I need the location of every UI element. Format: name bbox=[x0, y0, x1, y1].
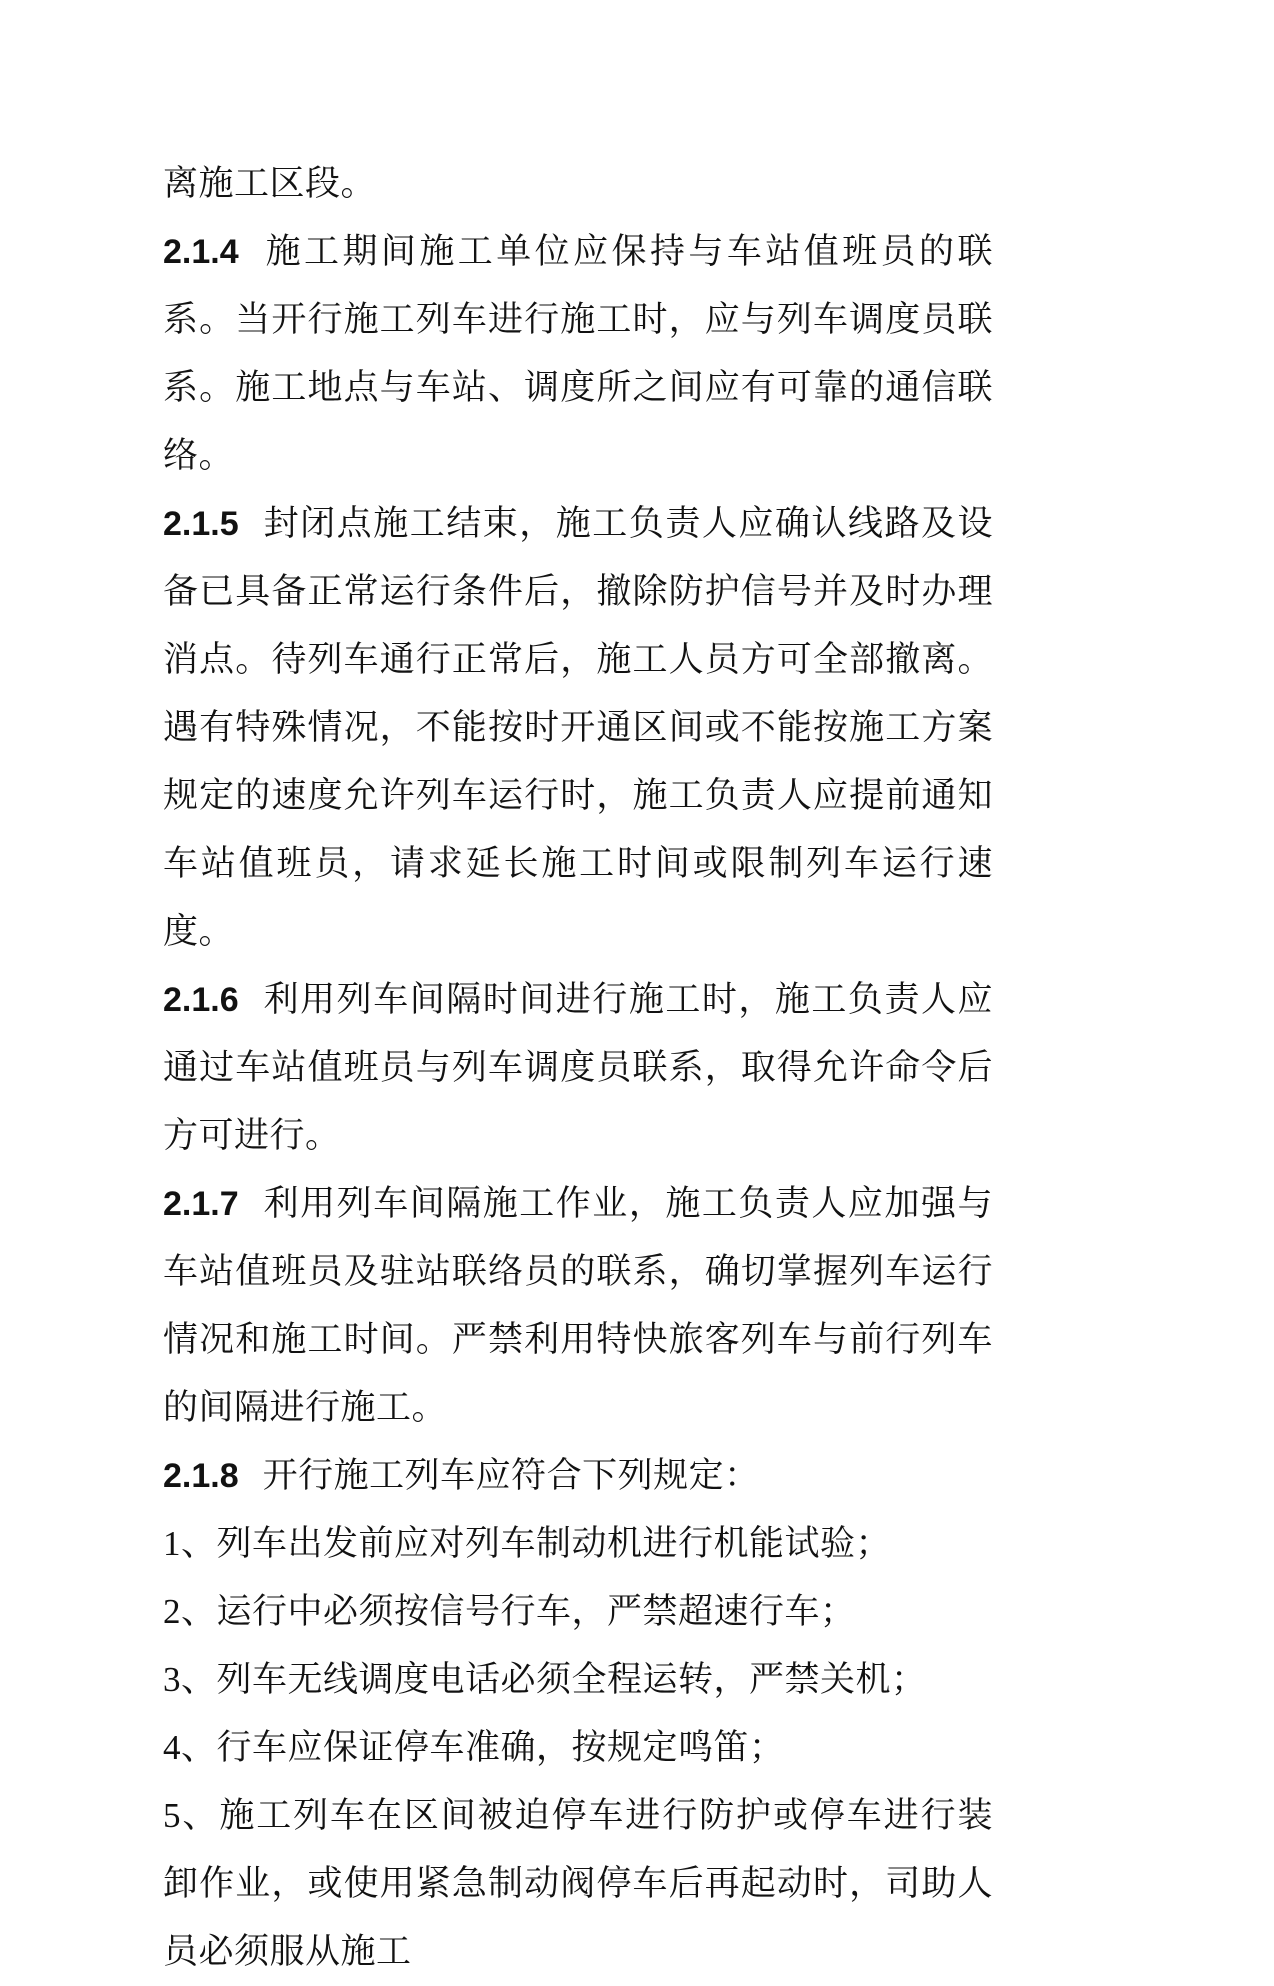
section-number-2-1-4: 2.1.4 bbox=[163, 233, 239, 271]
section-number-2-1-8: 2.1.8 bbox=[163, 1457, 239, 1495]
section-2-1-8 bbox=[163, 1442, 993, 1510]
list-item-5: 5、施工列车在区间被迫停车进行防护或停车进行装卸作业，或使用紧急制动阀停车后再起动时，司助人员必须服从施工 bbox=[163, 1796, 993, 1971]
list-item-4: 4、行车应保证停车准确，按规定鸣笛； bbox=[163, 1728, 785, 1767]
document-text-block bbox=[163, 150, 993, 1986]
section-number-2-1-6: 2.1.6 bbox=[163, 981, 239, 1019]
section-2-1-7 bbox=[163, 1170, 993, 1442]
section-text-2-1-6: 利用列车间隔时间进行施工时，施工负责人应通过车站值班员与列车调度员联系，取得允许命令后方可进行。 bbox=[163, 980, 993, 1155]
paragraph-continuation: 离施工区段。 bbox=[163, 164, 377, 203]
section-number-2-1-5: 2.1.5 bbox=[163, 505, 239, 543]
section-text-2-1-7: 利用列车间隔施工作业，施工负责人应加强与车站值班员及驻站联络员的联系，确切掌握列车运行情况和施工时间。严禁利用特快旅客列车与前行列车的间隔进行施工。 bbox=[163, 1184, 993, 1427]
list-item-2: 2、运行中必须按信号行车，严禁超速行车； bbox=[163, 1592, 856, 1631]
section-number-2-1-7: 2.1.7 bbox=[163, 1185, 239, 1223]
section-text-2-1-4: 施工期间施工单位应保持与车站值班员的联系。当开行施工列车进行施工时，应与列车调度员联系。施工地点与车站、调度所之间应有可靠的通信联络。 bbox=[163, 232, 993, 475]
section-2-1-5 bbox=[163, 490, 993, 966]
section-text-2-1-5: 封闭点施工结束，施工负责人应确认线路及设备已具备正常运行条件后，撤除防护信号并及时办理消点。待列车通行正常后，施工人员方可全部撤离。遇有特殊情况，不能按时开通区间或不能按施工方案规定的速度允许列车运行时，施工负责人应提前通知车站值班员，请求延长施工时间或限制列车运行速度。 bbox=[163, 504, 993, 951]
section-2-1-4 bbox=[163, 218, 993, 490]
section-2-1-6 bbox=[163, 966, 993, 1170]
list-item-1: 1、列车出发前应对列车制动机进行机能试验； bbox=[163, 1524, 892, 1563]
list-item-3: 3、列车无线调度电话必须全程运转，严禁关机； bbox=[163, 1660, 927, 1699]
section-text-2-1-8: 开行施工列车应符合下列规定： bbox=[262, 1456, 760, 1495]
